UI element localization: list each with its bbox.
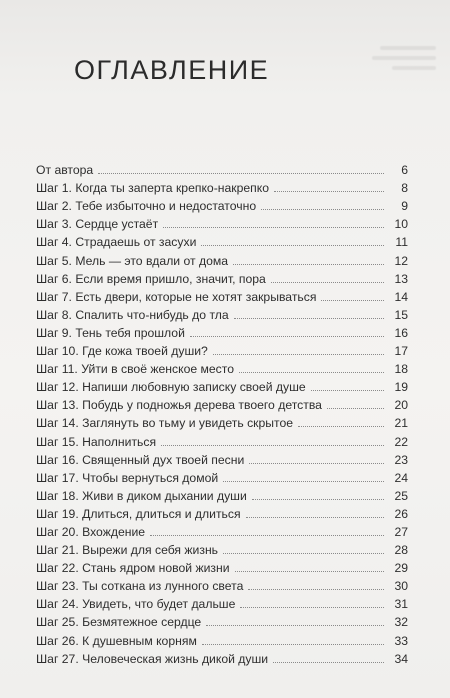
- toc-entry: [36, 340, 408, 358]
- dot-leader: [163, 227, 384, 228]
- dot-leader: [161, 445, 384, 446]
- toc-entry-label: Шаг 13. Побудь у подножья дерева твоего детства: [36, 398, 322, 413]
- page-title: ОГЛАВЛЕНИЕ: [74, 55, 270, 85]
- toc-entry-page-number: 30: [394, 579, 408, 594]
- toc-entry-label: Шаг 2. Тебе избыточно и недостаточно: [36, 199, 257, 214]
- toc-entry-label: Шаг 20. Вхождение: [36, 524, 146, 539]
- dot-leader: [311, 390, 384, 391]
- toc-entry: [36, 195, 408, 213]
- toc-entry-label: Шаг 14. Заглянуть во тьму и увидеть скрытое: [36, 416, 294, 431]
- toc-entry: [36, 521, 408, 539]
- toc-entry-page-number: 9: [401, 199, 408, 214]
- dot-leader: [261, 209, 384, 210]
- toc-entry-page-number: 14: [394, 289, 408, 304]
- toc-entry: [36, 159, 408, 177]
- toc-entry: [36, 467, 408, 485]
- dot-leader: [233, 264, 384, 265]
- dot-leader: [235, 571, 384, 572]
- toc-entry-label: От автора: [36, 163, 94, 178]
- toc-entry: [36, 249, 408, 267]
- toc-entry: [36, 611, 408, 629]
- dot-leader: [202, 644, 384, 645]
- toc-entry: [36, 449, 408, 467]
- toc-entry-label: Шаг 16. Священный дух твоей песни: [36, 452, 245, 467]
- toc-entry-label: Шаг 18. Живи в диком дыхании души: [36, 488, 247, 503]
- toc-entry: [36, 412, 408, 430]
- toc-entry-page-number: 12: [394, 253, 408, 268]
- toc-entry-label: Шаг 25. Безмятежное сердце: [36, 615, 202, 630]
- toc-entry-page-number: 11: [395, 235, 408, 250]
- toc-entry-page-number: 27: [394, 524, 408, 539]
- toc-entry-page-number: 6: [401, 163, 408, 178]
- dot-leader: [239, 372, 384, 373]
- toc-entry: [36, 648, 408, 666]
- dot-leader: [206, 625, 384, 626]
- toc-entry-label: Шаг 17. Чтобы вернуться домой: [36, 470, 219, 485]
- toc-entry-page-number: 26: [394, 506, 408, 521]
- toc-entry-label: Шаг 6. Если время пришло, значит, пора: [36, 271, 266, 286]
- table-of-contents: [36, 159, 408, 666]
- dot-leader: [271, 282, 384, 283]
- toc-entry-page-number: 23: [394, 452, 408, 467]
- dot-leader: [248, 589, 384, 590]
- toc-entry: [36, 503, 408, 521]
- dot-leader: [274, 191, 384, 192]
- dot-leader: [298, 426, 384, 427]
- dot-leader: [201, 245, 384, 246]
- dot-leader: [223, 481, 384, 482]
- toc-entry: [36, 539, 408, 557]
- toc-entry: [36, 358, 408, 376]
- toc-entry-page-number: 18: [394, 362, 408, 377]
- toc-entry-label: Шаг 7. Есть двери, которые не хотят закрываться: [36, 289, 317, 304]
- toc-entry: [36, 177, 408, 195]
- toc-entry-page-number: 32: [394, 615, 408, 630]
- toc-entry-label: Шаг 15. Наполниться: [36, 434, 157, 449]
- toc-entry-label: Шаг 24. Увидеть, что будет дальше: [36, 597, 236, 612]
- toc-entry-page-number: 17: [394, 344, 408, 359]
- toc-entry-page-number: 33: [394, 633, 408, 648]
- toc-entry-page-number: 21: [394, 416, 408, 431]
- dot-leader: [234, 318, 384, 319]
- toc-entry: [36, 394, 408, 412]
- toc-entry-label: Шаг 22. Стань ядром новой жизни: [36, 561, 230, 576]
- toc-entry: [36, 322, 408, 340]
- toc-entry-page-number: 28: [394, 543, 408, 558]
- dot-leader: [150, 535, 384, 536]
- toc-entry-label: Шаг 19. Длиться, длиться и длиться: [36, 506, 241, 521]
- toc-entry: [36, 430, 408, 448]
- toc-entry-page-number: 20: [394, 398, 408, 413]
- toc-entry: [36, 268, 408, 286]
- toc-entry: [36, 286, 408, 304]
- dot-leader: [223, 553, 384, 554]
- toc-entry: [36, 213, 408, 231]
- toc-entry-label: Шаг 21. Вырежи для себя жизнь: [36, 543, 219, 558]
- toc-entry-label: Шаг 5. Мель — это вдали от дома: [36, 253, 229, 268]
- dot-leader: [240, 607, 384, 608]
- dot-leader: [213, 354, 384, 355]
- dot-leader: [273, 662, 384, 663]
- toc-entry-page-number: 22: [394, 434, 408, 449]
- toc-entry-page-number: 29: [394, 561, 408, 576]
- toc-entry-page-number: 10: [394, 217, 408, 232]
- dot-leader: [190, 336, 384, 337]
- toc-entry: [36, 485, 408, 503]
- toc-entry: [36, 557, 408, 575]
- toc-entry: [36, 629, 408, 647]
- toc-entry-label: Шаг 8. Спалить что-нибудь до тла: [36, 307, 229, 322]
- toc-entry-label: Шаг 10. Где кожа твоей души?: [36, 344, 208, 359]
- toc-entry-label: Шаг 26. К душевным корням: [36, 633, 197, 648]
- toc-entry-page-number: 16: [394, 325, 408, 340]
- toc-entry: [36, 231, 408, 249]
- toc-entry-page-number: 25: [394, 488, 408, 503]
- toc-entry-label: Шаг 4. Страдаешь от засухи: [36, 235, 197, 250]
- toc-entry: [36, 575, 408, 593]
- dot-leader: [327, 408, 384, 409]
- toc-entry-page-number: 8: [401, 181, 408, 196]
- dot-leader: [252, 499, 384, 500]
- toc-entry-label: Шаг 3. Сердце устаёт: [36, 217, 159, 232]
- toc-entry-label: Шаг 27. Человеческая жизнь дикой души: [36, 651, 269, 666]
- show-through-text: [356, 40, 436, 74]
- toc-entry: [36, 376, 408, 394]
- toc-entry: [36, 304, 408, 322]
- dot-leader: [249, 463, 384, 464]
- toc-entry-page-number: 19: [394, 380, 408, 395]
- toc-entry-page-number: 34: [394, 651, 408, 666]
- toc-entry-label: Шаг 11. Уйти в своё женское место: [36, 362, 234, 377]
- toc-entry-label: Шаг 1. Когда ты заперта крепко-накрепко: [36, 181, 270, 196]
- toc-entry-page-number: 15: [394, 307, 408, 322]
- dot-leader: [98, 173, 384, 174]
- toc-entry-page-number: 31: [394, 597, 408, 612]
- toc-entry-label: Шаг 23. Ты соткана из лунного света: [36, 579, 244, 594]
- toc-entry: [36, 593, 408, 611]
- toc-entry-page-number: 24: [394, 470, 408, 485]
- toc-entry-label: Шаг 9. Тень тебя прошлой: [36, 325, 185, 340]
- dot-leader: [321, 300, 384, 301]
- toc-entry-page-number: 13: [394, 271, 408, 286]
- toc-entry-label: Шаг 12. Напиши любовную записку своей душе: [36, 380, 306, 395]
- dot-leader: [246, 517, 384, 518]
